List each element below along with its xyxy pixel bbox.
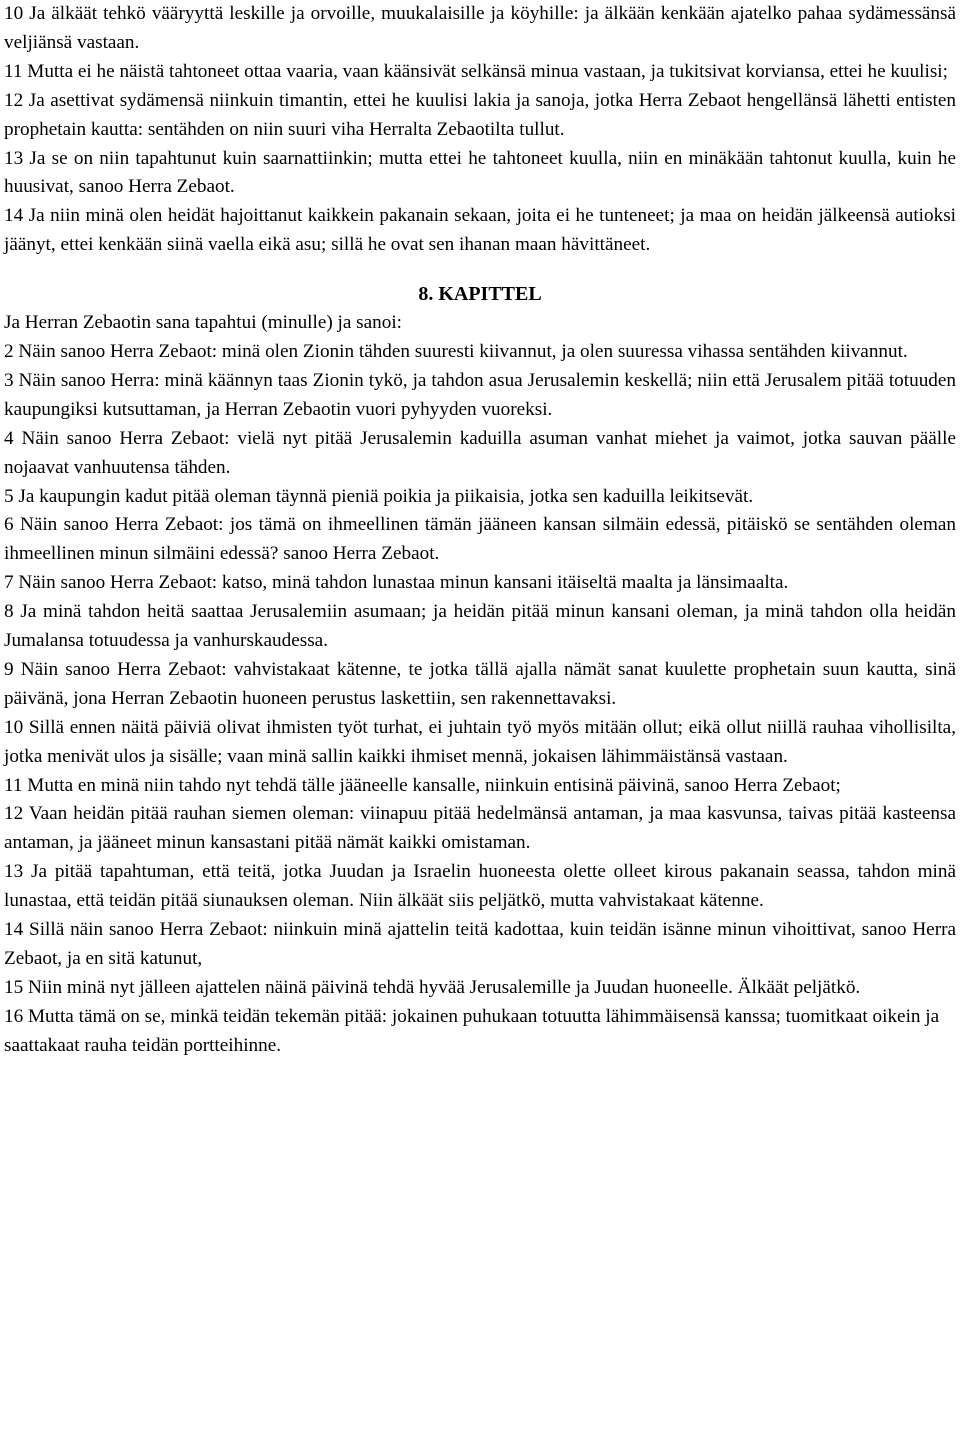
verse-8-6: 6 Näin sanoo Herra Zebaot: jos tämä on ihmeellinen tämän jääneen kansan silmäin edessä, pitäiskö se sentähden oleman ihmeellinen minun silmäini edessä? sanoo Herra Zebaot. [4, 514, 956, 565]
verse-7-11: 11 Mutta ei he näistä tahtoneet ottaa vaaria, vaan käänsivät selkänsä minua vastaan, ja tukitsivat korviansa, ettei he kuulisi; [4, 60, 948, 82]
verse-8-11: 11 Mutta en minä niin tahdo nyt tehdä tälle jääneelle kansalle, niinkuin entisinä päivinä, sanoo Herra Zebaot; [4, 774, 841, 796]
verse-7-12: 12 Ja asettivat sydämensä niinkuin timantin, ettei he kuulisi lakia ja sanoja, jotka Herra Zebaot hengellänsä lähetti entisten prophetain kautta: sentähden on niin suuri viha Herralta Zebaotilta tullut. [4, 89, 956, 140]
document-page [4, 0, 956, 1061]
verse-8-12: 12 Vaan heidän pitää rauhan siemen oleman: viinapuu pitää hedelmänsä antaman, ja maa kasvunsa, taivas pitää kasteensa antaman, ja jääneet minun kansastani pitää nämät kaikki omistaman. [4, 803, 956, 854]
chapter-heading: 8. KAPITTEL [418, 283, 542, 306]
verse-8-4: 4 Näin sanoo Herra Zebaot: vielä nyt pitää Jerusalemin kaduilla asuman vanhat miehet ja vaimot, jotka sauvan päälle nojaavat vanhuutensa tähden. [4, 427, 956, 478]
verse-8-3: 3 Näin sanoo Herra: minä käännyn taas Zionin tykö, ja tahdon asua Jerusalemin keskellä; niin että Jerusalem pitää totuuden kaupungiksi kutsuttaman, ja Herran Zebaotin vuori pyhyyden vuoreksi. [4, 369, 956, 420]
verse-8-14: 14 Sillä näin sanoo Herra Zebaot: niinkuin minä ajattelin teitä kadottaa, kuin teidän isänne minun vihoittivat, sanoo Herra Zebaot, ja en sitä katunut, [4, 919, 956, 969]
verse-7-13: 13 Ja se on niin tapahtunut kuin saarnattiinkin; mutta ettei he tahtoneet kuulla, niin en minäkään tahtonut kuulla, kuin he huusivat, sanoo Herra Zebaot. [4, 147, 956, 198]
verse-8-15: 15 Niin minä nyt jälleen ajattelen näinä päivinä tehdä hyvää Jerusalemille ja Juudan huoneelle. Älkäät peljätkö. [4, 976, 861, 998]
verse-8-8: 8 Ja minä tahdon heitä saattaa Jerusalemiin asumaan; ja heidän pitää minun kansani oleman, ja minä tahdon olla heidän Jumalansa totuudessa ja vanhurskaudessa. [4, 601, 956, 652]
verse-7-14: 14 Ja niin minä olen heidät hajoittanut kaikkein pakanain sekaan, joita ei he tunteneet; ja maa on heidän jälkeensä autioksi jäänyt, ettei kenkään siinä vaella eikä asu; sillä he ovat sen ihanan maan hävittäneet. [4, 205, 956, 256]
verse-7-10: 10 Ja älkäät tehkö vääryyttä leskille ja orvoille, muukalaisille ja köyhille: ja älkään kenkään ajatelko pahaa sydämessänsä veljiänsä vastaan. [4, 3, 956, 53]
verse-8-2: 2 Näin sanoo Herra Zebaot: minä olen Zionin tähden suuresti kiivannut, ja olen suuressa vihassa sentähden kiivannut. [4, 340, 908, 362]
verse-8-9: 9 Näin sanoo Herra Zebaot: vahvistakaat kätenne, te jotka tällä ajalla nämät sanat kuulette prophetain suun kautta, sinä päivänä, jona Herran Zebaotin huoneen perustus laskettiin, sen rakennettavaksi. [4, 658, 956, 709]
verse-8-7: 7 Näin sanoo Herra Zebaot: katso, minä tahdon lunastaa minun kansani itäiseltä maalta ja länsimaalta. [4, 572, 789, 594]
verse-8-16: 16 Mutta tämä on se, minkä teidän tekemän pitää: jokainen puhukaan totuutta lähimmäisensä kanssa; tuomitkaat oikein ja saattakaat rauha teidän portteihinne. [4, 1005, 940, 1056]
verse-8-5: 5 Ja kaupungin kadut pitää oleman täynnä pieniä poikia ja piikaisia, jotka sen kaduilla leikitsevät. [4, 485, 754, 507]
verse-8-10: 10 Sillä ennen näitä päiviä olivat ihmisten työt turhat, ei juhtain työ myös mitään ollut; eikä ollut niillä rauhaa vihollisilta, jotka menivät ulos ja sisälle; vaan minä sallin kaikki ihmiset mennä, jokaisen lähimmäistänsä vastaan. [4, 716, 956, 767]
chapter-intro: Ja Herran Zebaotin sana tapahtui (minulle) ja sanoi: [4, 312, 403, 334]
verse-8-13: 13 Ja pitää tapahtuman, että teitä, jotka Juudan ja Israelin huoneesta olette olleet kirous pakanain seassa, tahdon minä lunastaa, että teidän pitää siunauksen oleman. Niin älkäät siis peljätkö, mutta vahvistakaat kätenne. [4, 861, 956, 912]
